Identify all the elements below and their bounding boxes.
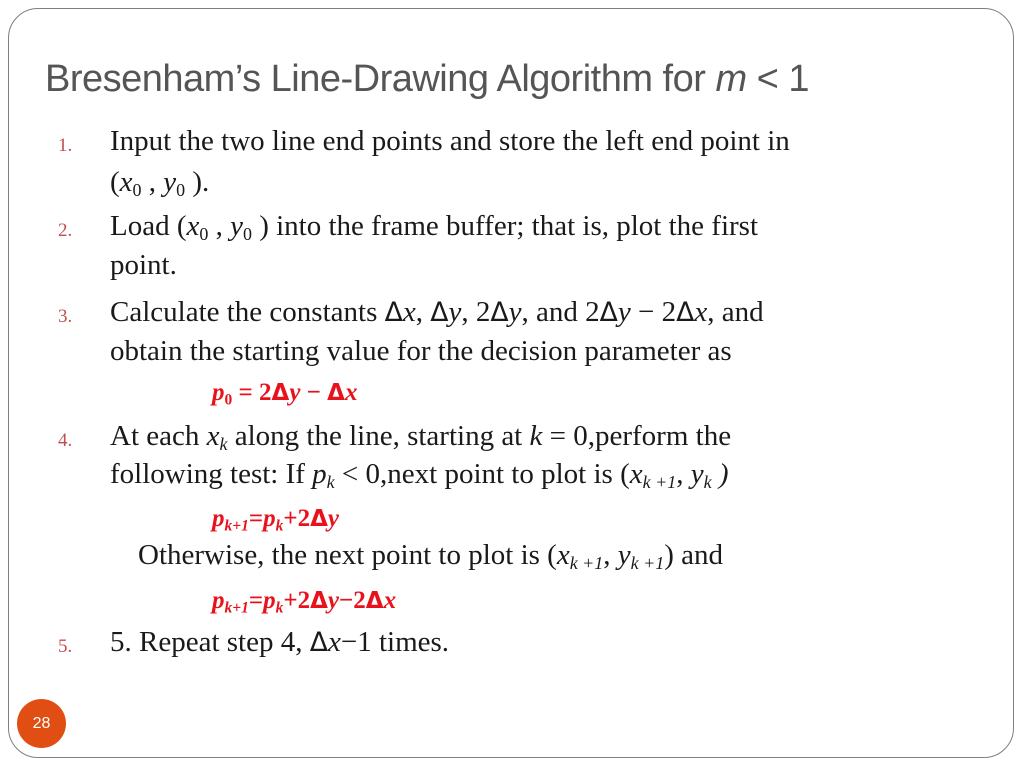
step-4-line-2: following test: If $p_k$ < 0,next point to plot is ($x_{k +1}$, $y_k$ ) [110,458,729,493]
formula-pk1-case-2: $p_{k+1}=p_k+2\Delta y-2\Delta x$ [212,587,397,617]
step-number-1: 1. [58,135,73,156]
step-number-4: 4. [58,430,73,451]
step-4-otherwise: Otherwise, the next point to plot is ($x_{k +1}$, $y_{k +1}$) and [138,539,724,574]
step-1-line-1: Input the two line end points and store the left end point in [110,125,790,157]
slide-title: Bresenham’s Line-Drawing Algorithm for m < 1 [45,58,810,100]
step-number-5: 5. [58,636,73,657]
step-1-line-2: ($x_0$ , $y_0$ ). [110,166,210,201]
step-number-3: 3. [58,306,73,327]
step-3-line-1: Calculate the constants Δx, Δy, 2Δy, and 2Δy − 2Δx, and [110,296,764,328]
step-4-line-1: At each $x_k$ along the line, starting at k = 0,perform the [110,420,732,455]
formula-p0: $p_0 = 2\Delta y - \Delta x$ [212,379,358,409]
step-number-2: 2. [58,220,73,241]
step-3-line-2: obtain the starting value for the decision parameter as [110,335,732,367]
step-5-line-1: 5. Repeat step 4, Δx−1 times. [110,626,450,658]
step-2-line-2: point. [110,249,177,281]
page-number-badge: 28 [17,699,66,748]
step-2-line-1: Load ($x_0$ , $y_0$ ) into the frame buffer; that is, plot the first [110,210,758,245]
formula-pk1-case-1: $p_{k+1}=p_k+2\Delta y$ [212,505,340,535]
